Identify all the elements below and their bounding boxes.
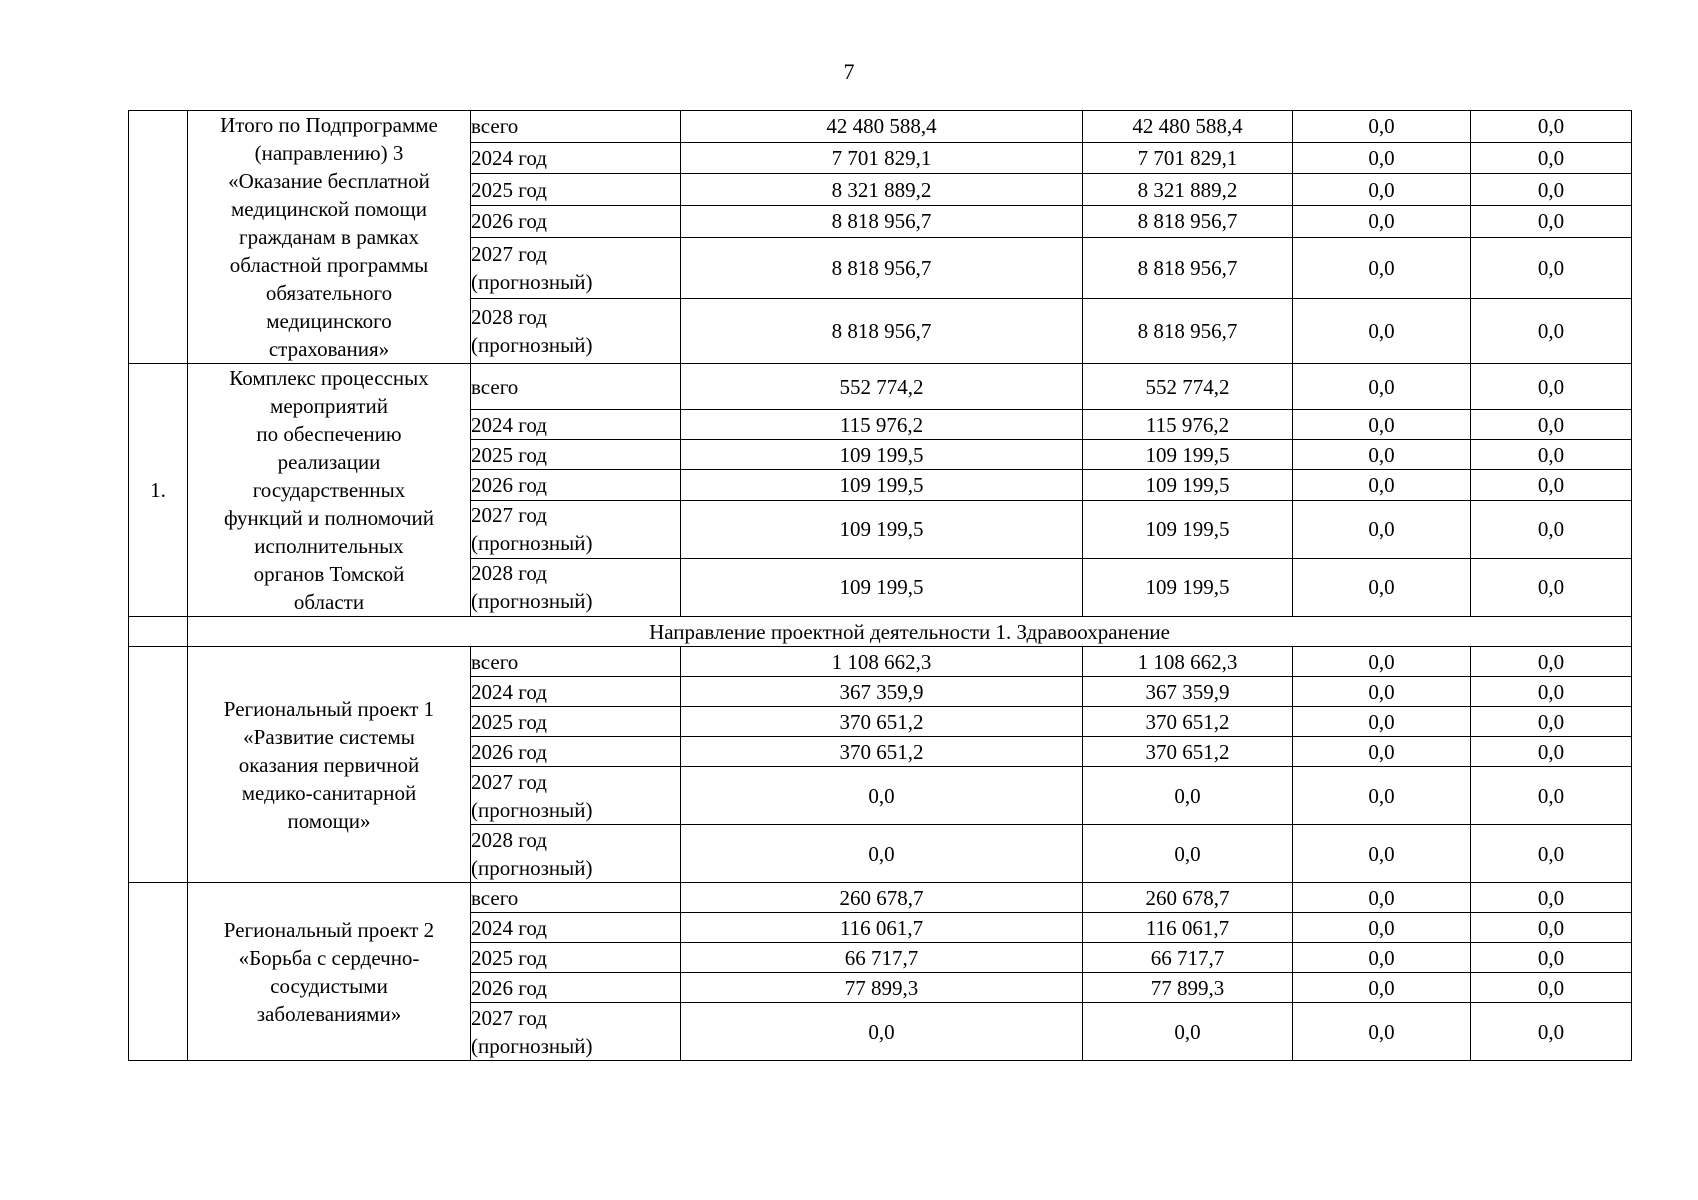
period-label: (прогнозный)	[471, 1033, 593, 1058]
amount-regional: 8 818 956,7	[1083, 298, 1293, 363]
amount-col3: 0,0	[1293, 1003, 1471, 1061]
program-name-line: медицинского	[266, 309, 392, 333]
table-row	[129, 364, 1632, 410]
period-cell	[471, 205, 681, 237]
amount-col4: 0,0	[1471, 237, 1632, 298]
row-number: 1.	[129, 364, 188, 617]
section-row	[129, 617, 1632, 647]
amount-regional: 116 061,7	[1083, 913, 1293, 943]
amount-col3: 0,0	[1293, 973, 1471, 1003]
amount-col4: 0,0	[1471, 677, 1632, 707]
program-name-line: Региональный проект 2	[223, 917, 435, 942]
amount-col3: 0,0	[1293, 111, 1471, 143]
amount-col4: 0,0	[1471, 298, 1632, 363]
period-cell	[471, 883, 681, 913]
amount-total: 109 199,5	[681, 500, 1083, 558]
amount-col3: 0,0	[1293, 825, 1471, 883]
amount-col4: 0,0	[1471, 883, 1632, 913]
amount-col4: 0,0	[1471, 111, 1632, 143]
period-cell	[471, 767, 681, 825]
table-row	[129, 647, 1632, 677]
amount-total: 1 108 662,3	[681, 647, 1083, 677]
amount-total: 7 701 829,1	[681, 142, 1083, 174]
period-label: всего	[471, 374, 519, 399]
amount-total: 370 651,2	[681, 707, 1083, 737]
period-label: (прогнозный)	[471, 797, 593, 822]
program-name-line: функций и полномочий	[223, 506, 435, 530]
amount-total: 109 199,5	[681, 440, 1083, 470]
amount-total: 370 651,2	[681, 737, 1083, 767]
period-label: 2025 год	[471, 945, 547, 970]
amount-total: 8 818 956,7	[681, 237, 1083, 298]
amount-total: 116 061,7	[681, 913, 1083, 943]
period-cell	[471, 440, 681, 470]
amount-total: 0,0	[681, 1003, 1083, 1061]
amount-regional: 370 651,2	[1083, 707, 1293, 737]
amount-col4: 0,0	[1471, 707, 1632, 737]
period-cell	[471, 737, 681, 767]
period-cell	[471, 677, 681, 707]
period-label: 2027 год	[471, 241, 547, 266]
period-label: 2024 год	[471, 145, 547, 170]
amount-col3: 0,0	[1293, 943, 1471, 973]
amount-total: 0,0	[681, 825, 1083, 883]
amount-total: 8 321 889,2	[681, 174, 1083, 206]
amount-col4: 0,0	[1471, 440, 1632, 470]
period-label: 2025 год	[471, 442, 547, 467]
amount-col4: 0,0	[1471, 410, 1632, 440]
amount-col3: 0,0	[1293, 364, 1471, 410]
program-name-line: «Борьба с сердечно-	[238, 945, 420, 970]
amount-regional: 109 199,5	[1083, 500, 1293, 558]
amount-col3: 0,0	[1293, 237, 1471, 298]
amount-col3: 0,0	[1293, 707, 1471, 737]
amount-regional: 370 651,2	[1083, 737, 1293, 767]
program-name-line: государственных	[252, 478, 406, 502]
amount-total: 77 899,3	[681, 973, 1083, 1003]
amount-col3: 0,0	[1293, 558, 1471, 616]
period-label: (прогнозный)	[471, 332, 593, 357]
program-name-line: заболеваниями»	[256, 1001, 402, 1026]
period-cell	[471, 707, 681, 737]
amount-col4: 0,0	[1471, 825, 1632, 883]
page-number: 7	[843, 59, 855, 84]
program-name-line: «Развитие системы	[243, 724, 415, 749]
amount-col3: 0,0	[1293, 737, 1471, 767]
period-label: 2027 год	[471, 769, 547, 794]
period-cell	[471, 500, 681, 558]
program-name	[188, 364, 471, 617]
amount-regional: 260 678,7	[1083, 883, 1293, 913]
period-cell	[471, 298, 681, 363]
amount-total: 552 774,2	[681, 364, 1083, 410]
program-name-line: органов Томской	[253, 562, 405, 586]
period-label: 2026 год	[471, 739, 547, 764]
program-name-line: областной программы	[229, 253, 429, 277]
amount-regional: 8 818 956,7	[1083, 237, 1293, 298]
program-name-line: медицинской помощи	[231, 197, 427, 221]
amount-col3: 0,0	[1293, 470, 1471, 500]
program-name	[188, 647, 471, 883]
period-label: (прогнозный)	[471, 589, 593, 614]
amount-col3: 0,0	[1293, 767, 1471, 825]
amount-col3: 0,0	[1293, 500, 1471, 558]
amount-regional: 66 717,7	[1083, 943, 1293, 973]
program-name-line: гражданам в рамках	[238, 225, 420, 249]
period-label: всего	[471, 114, 519, 139]
program-name-line: Комплекс процессных	[229, 366, 429, 390]
amount-regional: 0,0	[1083, 767, 1293, 825]
amount-col4: 0,0	[1471, 647, 1632, 677]
period-cell	[471, 111, 681, 143]
amount-regional: 115 976,2	[1083, 410, 1293, 440]
program-name	[188, 883, 471, 1061]
period-label: 2028 год	[471, 827, 547, 852]
period-cell	[471, 1003, 681, 1061]
amount-col3: 0,0	[1293, 174, 1471, 206]
amount-total: 115 976,2	[681, 410, 1083, 440]
amount-regional: 8 818 956,7	[1083, 205, 1293, 237]
period-label: всего	[471, 885, 519, 910]
period-label: всего	[471, 649, 519, 674]
program-name-line: исполнительных	[254, 534, 404, 558]
amount-col4: 0,0	[1471, 737, 1632, 767]
program-name	[188, 111, 471, 364]
amount-total: 109 199,5	[681, 558, 1083, 616]
amount-regional: 1 108 662,3	[1083, 647, 1293, 677]
period-label: 2025 год	[471, 709, 547, 734]
amount-col3: 0,0	[1293, 205, 1471, 237]
program-name-line: медико-санитарной	[241, 780, 417, 805]
amount-col3: 0,0	[1293, 298, 1471, 363]
amount-regional: 8 321 889,2	[1083, 174, 1293, 206]
budget-table	[128, 110, 1632, 1061]
period-label: 2028 год	[471, 561, 547, 586]
amount-col4: 0,0	[1471, 500, 1632, 558]
program-name-line: Региональный проект 1	[223, 696, 435, 721]
period-cell	[471, 558, 681, 616]
period-cell	[471, 913, 681, 943]
period-cell	[471, 973, 681, 1003]
program-name-line: (направлению) 3	[254, 141, 404, 165]
amount-regional: 0,0	[1083, 1003, 1293, 1061]
amount-regional: 367 359,9	[1083, 677, 1293, 707]
amount-total: 260 678,7	[681, 883, 1083, 913]
amount-regional: 77 899,3	[1083, 973, 1293, 1003]
program-name-line: обязательного	[265, 281, 393, 305]
period-label: 2025 год	[471, 177, 547, 202]
program-name-line: сосудистыми	[270, 973, 388, 998]
amount-total: 109 199,5	[681, 470, 1083, 500]
period-label: 2024 год	[471, 679, 547, 704]
period-cell	[471, 410, 681, 440]
section-title: Направление проектной деятельности 1. Здравоохранение	[188, 617, 1632, 647]
amount-regional: 109 199,5	[1083, 470, 1293, 500]
period-cell	[471, 825, 681, 883]
section-number-cell	[129, 617, 188, 647]
period-label: 2027 год	[471, 1005, 547, 1030]
period-label: 2028 год	[471, 304, 547, 329]
program-name-line: оказания первичной	[238, 752, 420, 777]
row-number	[129, 111, 188, 364]
period-cell	[471, 647, 681, 677]
amount-col3: 0,0	[1293, 142, 1471, 174]
amount-total: 42 480 588,4	[681, 111, 1083, 143]
amount-regional: 42 480 588,4	[1083, 111, 1293, 143]
period-label: (прогнозный)	[471, 855, 593, 880]
period-cell	[471, 470, 681, 500]
amount-col3: 0,0	[1293, 677, 1471, 707]
amount-col3: 0,0	[1293, 440, 1471, 470]
program-name-line: по обеспечению	[256, 422, 402, 446]
period-label: (прогнозный)	[471, 269, 593, 294]
period-cell	[471, 237, 681, 298]
amount-col4: 0,0	[1471, 767, 1632, 825]
amount-total: 367 359,9	[681, 677, 1083, 707]
amount-col4: 0,0	[1471, 364, 1632, 410]
period-label: 2024 год	[471, 412, 547, 437]
program-name-line: реализации	[277, 450, 381, 474]
amount-total: 0,0	[681, 767, 1083, 825]
period-label: 2026 год	[471, 209, 547, 234]
program-name-line: страхования»	[268, 337, 390, 361]
amount-col3: 0,0	[1293, 410, 1471, 440]
amount-col4: 0,0	[1471, 558, 1632, 616]
amount-total: 8 818 956,7	[681, 205, 1083, 237]
amount-regional: 7 701 829,1	[1083, 142, 1293, 174]
period-cell	[471, 142, 681, 174]
amount-regional: 0,0	[1083, 825, 1293, 883]
amount-regional: 109 199,5	[1083, 440, 1293, 470]
amount-col4: 0,0	[1471, 913, 1632, 943]
amount-regional: 109 199,5	[1083, 558, 1293, 616]
amount-col4: 0,0	[1471, 174, 1632, 206]
amount-total: 66 717,7	[681, 943, 1083, 973]
amount-col3: 0,0	[1293, 913, 1471, 943]
period-label: (прогнозный)	[471, 531, 593, 556]
period-cell	[471, 174, 681, 206]
program-name-line: помощи»	[287, 808, 371, 833]
amount-col4: 0,0	[1471, 142, 1632, 174]
amount-col4: 0,0	[1471, 943, 1632, 973]
amount-col4: 0,0	[1471, 470, 1632, 500]
period-label: 2024 год	[471, 915, 547, 940]
row-number	[129, 647, 188, 883]
amount-col4: 0,0	[1471, 1003, 1632, 1061]
table-row	[129, 883, 1632, 913]
period-label: 2026 год	[471, 975, 547, 1000]
program-name-line: «Оказание бесплатной	[228, 169, 430, 193]
period-label: 2026 год	[471, 472, 547, 497]
amount-regional: 552 774,2	[1083, 364, 1293, 410]
period-cell	[471, 364, 681, 410]
amount-col3: 0,0	[1293, 647, 1471, 677]
amount-col4: 0,0	[1471, 205, 1632, 237]
amount-col3: 0,0	[1293, 883, 1471, 913]
period-cell	[471, 943, 681, 973]
program-name-line: Итого по Подпрограмме	[220, 113, 438, 137]
amount-col4: 0,0	[1471, 973, 1632, 1003]
program-name-line: области	[293, 590, 365, 614]
row-number	[129, 883, 188, 1061]
program-name-line: мероприятий	[270, 394, 388, 418]
period-label: 2027 год	[471, 503, 547, 528]
table-row	[129, 111, 1632, 143]
amount-total: 8 818 956,7	[681, 298, 1083, 363]
